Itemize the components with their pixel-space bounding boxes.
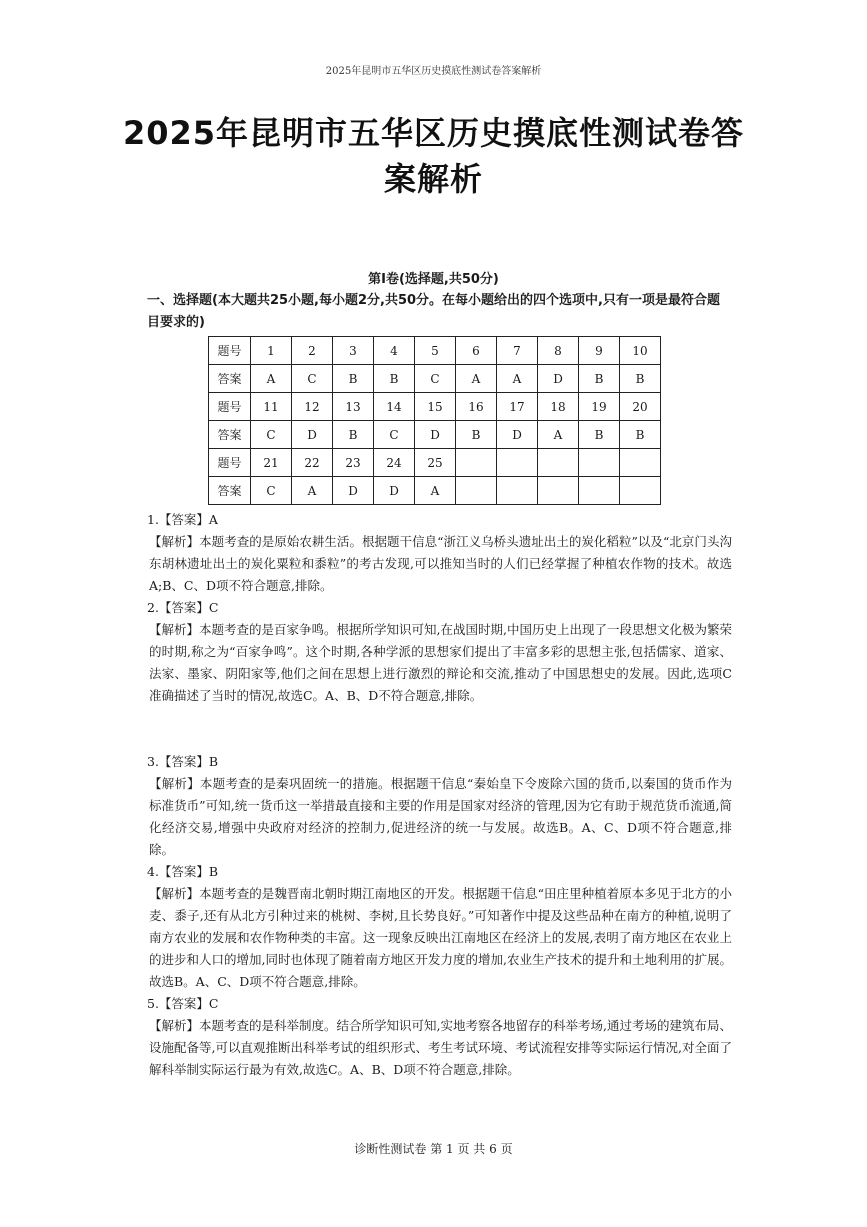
answer-table-cell: 11: [251, 393, 292, 421]
answer-table-cell: [579, 477, 620, 505]
answer-line: 1.【答案】A: [147, 512, 218, 527]
answer-table-cell: 24: [374, 449, 415, 477]
question-block: [147, 509, 732, 597]
answer-line: 4.【答案】B: [147, 864, 219, 879]
answer-table-row-label: 题号: [209, 449, 251, 477]
answer-table-cell: D: [415, 421, 456, 449]
answer-table-cell: 21: [251, 449, 292, 477]
answer-table-cell: 8: [538, 337, 579, 365]
answer-line: 3.【答案】B: [147, 754, 219, 769]
answer-table-row: [209, 393, 661, 421]
answer-table-cell: 1: [251, 337, 292, 365]
answer-table-cell: C: [374, 421, 415, 449]
answer-table-cell: 15: [415, 393, 456, 421]
question-block: [147, 993, 732, 1081]
answer-table-cell: 4: [374, 337, 415, 365]
answer-table-row: [209, 449, 661, 477]
answer-table-cell: C: [292, 365, 333, 393]
answer-table-cell: D: [292, 421, 333, 449]
answer-table-cell: 25: [415, 449, 456, 477]
answer-table-cell: 7: [497, 337, 538, 365]
answer-table-cell: D: [374, 477, 415, 505]
answer-table-cell: [456, 449, 497, 477]
answer-table-cell: D: [497, 421, 538, 449]
answer-table-cell: B: [579, 421, 620, 449]
answer-table-cell: B: [579, 365, 620, 393]
answer-table-cell: [538, 449, 579, 477]
answer-table-cell: A: [497, 365, 538, 393]
question-block: [147, 597, 732, 707]
answer-table-row-label: 题号: [209, 337, 251, 365]
answer-table-cell: 5: [415, 337, 456, 365]
answer-table-row: [209, 421, 661, 449]
answer-table-cell: 2: [292, 337, 333, 365]
answer-table-row: [209, 337, 661, 365]
answer-table-cell: C: [251, 477, 292, 505]
answer-table-cell: [579, 449, 620, 477]
answer-table-cell: A: [415, 477, 456, 505]
answer-table-cell: 10: [620, 337, 661, 365]
answer-table-cell: D: [333, 477, 374, 505]
answer-table-cell: [497, 449, 538, 477]
explanation-text: 【解析】本题考查的是魏晋南北朝时期江南地区的开发。根据题干信息“田庄里种植着原本多见于北方的小麦、黍子,还有从北方引种过来的桃树、李树,且长势良好。”可知著作中提及这些品种在南方的种植,说明了南方农业的发展和农作物种类的丰富。这一现象反映出江南地区在经济上的发展,表明了南方地区在农业上的进步和人口的增加,同时也体现了随着南方地区开发力度的增加,农业生产技术的提升和土地利用的扩展。故选B。A、C、D项不符合题意,排除。: [149, 886, 732, 989]
answer-table-cell: [620, 449, 661, 477]
page-footer: 诊断性测试卷 第 1 页 共 6 页: [354, 1142, 513, 1156]
answer-table-cell: [538, 477, 579, 505]
answer-table-cell: 14: [374, 393, 415, 421]
explanation-text: 【解析】本题考查的是秦巩固统一的措施。根据题干信息“秦始皇下令废除六国的货币,以秦国的货币作为标准货币”可知,统一货币这一举措最直接和主要的作用是国家对经济的管理,因为它有助于规范货币流通,简化经济交易,增强中央政府对经济的控制力,促进经济的统一与发展。故选B。A、C、D项不符合题意,排除。: [149, 776, 732, 857]
answer-table-row-label: 答案: [209, 365, 251, 393]
answer-table-cell: 17: [497, 393, 538, 421]
answer-table-cell: B: [374, 365, 415, 393]
answer-line: 2.【答案】C: [147, 600, 219, 615]
answer-table-row: [209, 477, 661, 505]
answer-table-cell: 9: [579, 337, 620, 365]
answer-table-cell: [456, 477, 497, 505]
answer-table-cell: B: [456, 421, 497, 449]
answer-table-cell: 12: [292, 393, 333, 421]
answer-table-cell: [620, 477, 661, 505]
answer-table-row: [209, 365, 661, 393]
answer-table-cell: 23: [333, 449, 374, 477]
answer-table-cell: D: [538, 365, 579, 393]
explanation-text: 【解析】本题考查的是原始农耕生活。根据题干信息“浙江义乌桥头遗址出土的炭化稻粒”以及“北京门头沟东胡林遗址出土的炭化粟粒和黍粒”的考古发现,可以推知当时的人们已经掌握了种植农作物的技术。故选A;B、C、D项不符合题意,排除。: [149, 534, 732, 593]
answer-table-cell: 6: [456, 337, 497, 365]
answer-table-cell: 13: [333, 393, 374, 421]
answer-table: [208, 336, 661, 505]
answer-table-cell: 22: [292, 449, 333, 477]
answer-table-cell: 19: [579, 393, 620, 421]
explanation-text: 【解析】本题考查的是科举制度。结合所学知识可知,实地考察各地留存的科举考场,通过考场的建筑布局、设施配备等,可以直观推断出科举考试的组织形式、考生考试环境、考试流程安排等实际运行情况,对全面了解科举制实际运行最为有效,故选C。A、B、D项不符合题意,排除。: [149, 1018, 732, 1077]
answer-line: 5.【答案】C: [147, 996, 219, 1011]
section-heading: 第Ⅰ卷(选择题,共50分): [368, 272, 499, 287]
answer-table-row-label: 答案: [209, 421, 251, 449]
answer-table-row-label: 题号: [209, 393, 251, 421]
answer-table-cell: 3: [333, 337, 374, 365]
explanation-text: 【解析】本题考查的是百家争鸣。根据所学知识可知,在战国时期,中国历史上出现了一段思想文化极为繁荣的时期,称之为“百家争鸣”。这个时期,各种学派的思想家们提出了丰富多彩的思想主张,包括儒家、道家、法家、墨家、阴阳家等,他们之间在思想上进行激烈的辩论和交流,推动了中国思想史的发展。因此,选项C准确描述了当时的情况,故选C。A、B、D不符合题意,排除。: [149, 622, 732, 703]
answer-table-cell: B: [333, 365, 374, 393]
running-header: 2025年昆明市五华区历史摸底性测试卷答案解析: [325, 66, 542, 77]
answer-table-cell: [497, 477, 538, 505]
answer-table-cell: B: [620, 421, 661, 449]
section-instructions: 一、选择题(本大题共25小题,每小题2分,共50分。在每小题给出的四个选项中,只有一项是最符合题目要求的): [147, 293, 720, 330]
answer-table-cell: B: [333, 421, 374, 449]
answer-table-cell: 20: [620, 393, 661, 421]
answer-table-row-label: 答案: [209, 477, 251, 505]
document-title: 2025年昆明市五华区历史摸底性测试卷答案解析: [122, 114, 745, 198]
answer-table-cell: A: [538, 421, 579, 449]
answer-table-cell: A: [292, 477, 333, 505]
question-block: [147, 751, 732, 861]
answer-table-cell: A: [251, 365, 292, 393]
answer-table-cell: C: [251, 421, 292, 449]
answer-table-cell: 18: [538, 393, 579, 421]
answer-table-cell: C: [415, 365, 456, 393]
answer-table-cell: 16: [456, 393, 497, 421]
question-block: [147, 861, 732, 993]
answer-table-cell: B: [620, 365, 661, 393]
answer-table-cell: A: [456, 365, 497, 393]
